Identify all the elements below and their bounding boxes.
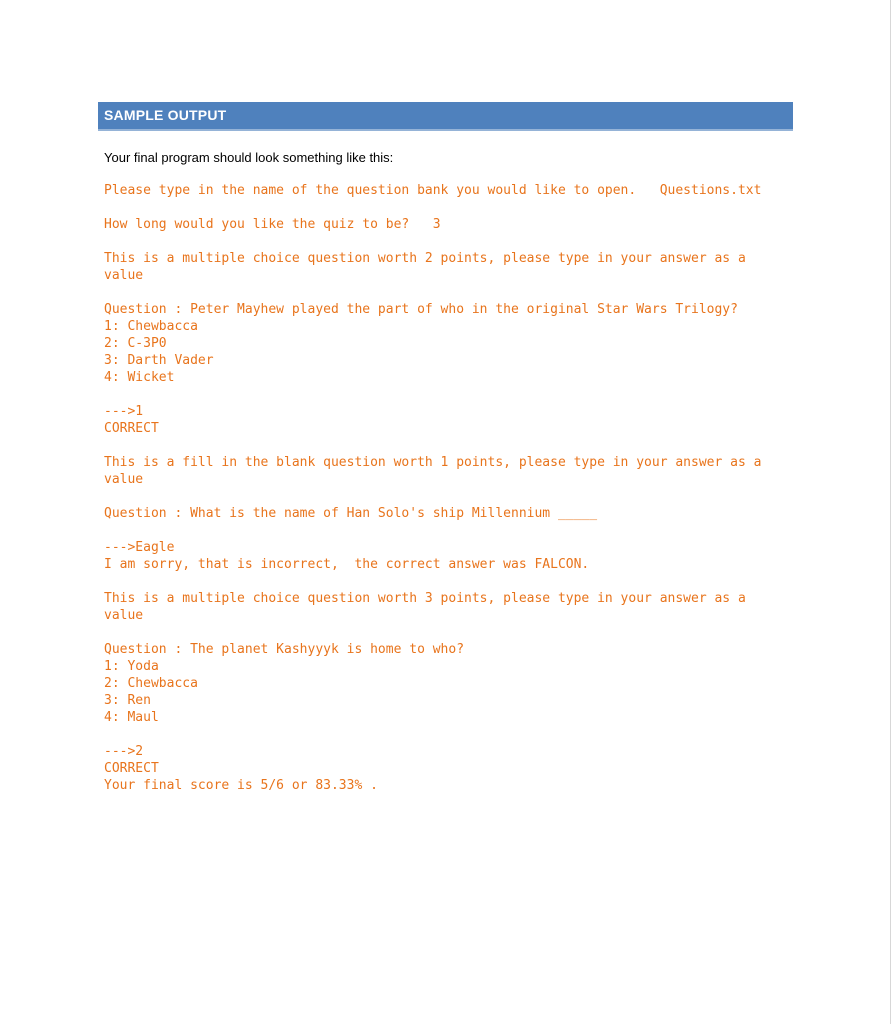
console-line-q2-answer: --->Eagle xyxy=(104,540,175,555)
console-line-q1-question: Question : Peter Mayhew played the part of who in the original Star Wars Trilogy? xyxy=(104,302,738,317)
console-line-q1-intro: This is a multiple choice question worth 2 points, please type in your answer as a xyxy=(104,251,746,266)
console-line-q1-result: CORRECT xyxy=(104,421,159,436)
blank-line xyxy=(104,233,794,250)
console-line-q2-intro: This is a fill in the blank question worth 1 points, please type in your answer as a xyxy=(104,455,762,470)
blank-line xyxy=(104,726,794,743)
console-line-q1-option-3: 3: Darth Vader xyxy=(104,353,214,368)
console-line-q3-option-1: 1: Yoda xyxy=(104,659,159,674)
blank-line xyxy=(104,522,794,539)
blank-line xyxy=(104,437,794,454)
console-line-q1-option-4: 4: Wicket xyxy=(104,370,175,385)
console-line-q3-result: CORRECT xyxy=(104,761,159,776)
console-output xyxy=(104,182,794,794)
intro-text: Your final program should look something like this: xyxy=(104,150,394,165)
console-line-final-score: Your final score is 5/6 or 83.33% . xyxy=(104,778,378,793)
console-line-prompt-bank: Please type in the name of the question bank you would like to open. Questions.txt xyxy=(104,183,762,198)
console-line-q3-option-3: 3: Ren xyxy=(104,693,151,708)
console-line-q1-intro-cont: value xyxy=(104,268,144,283)
console-line-q3-answer: --->2 xyxy=(104,744,144,759)
console-line-q2-question: Question : What is the name of Han Solo's ship Millennium _____ xyxy=(104,506,598,521)
console-line-q2-intro-cont: value xyxy=(104,472,144,487)
section-heading-bar xyxy=(98,102,793,131)
console-line-q3-question: Question : The planet Kashyyyk is home to who? xyxy=(104,642,465,657)
blank-line xyxy=(104,488,794,505)
console-line-q3-intro-cont: value xyxy=(104,608,144,623)
blank-line xyxy=(104,284,794,301)
blank-line xyxy=(104,573,794,590)
page-edge xyxy=(890,0,891,1024)
blank-line xyxy=(104,624,794,641)
console-line-prompt-length: How long would you like the quiz to be? 3 xyxy=(104,217,441,232)
console-line-q3-intro: This is a multiple choice question worth 3 points, please type in your answer as a xyxy=(104,591,746,606)
console-line-q1-option-2: 2: C-3P0 xyxy=(104,336,167,351)
blank-line xyxy=(104,199,794,216)
console-line-q3-option-4: 4: Maul xyxy=(104,710,159,725)
console-line-q3-option-2: 2: Chewbacca xyxy=(104,676,198,691)
console-line-q2-result: I am sorry, that is incorrect, the correct answer was FALCON. xyxy=(104,557,590,572)
section-heading: SAMPLE OUTPUT xyxy=(104,107,227,123)
blank-line xyxy=(104,386,794,403)
console-line-q1-answer: --->1 xyxy=(104,404,144,419)
console-line-q1-option-1: 1: Chewbacca xyxy=(104,319,198,334)
